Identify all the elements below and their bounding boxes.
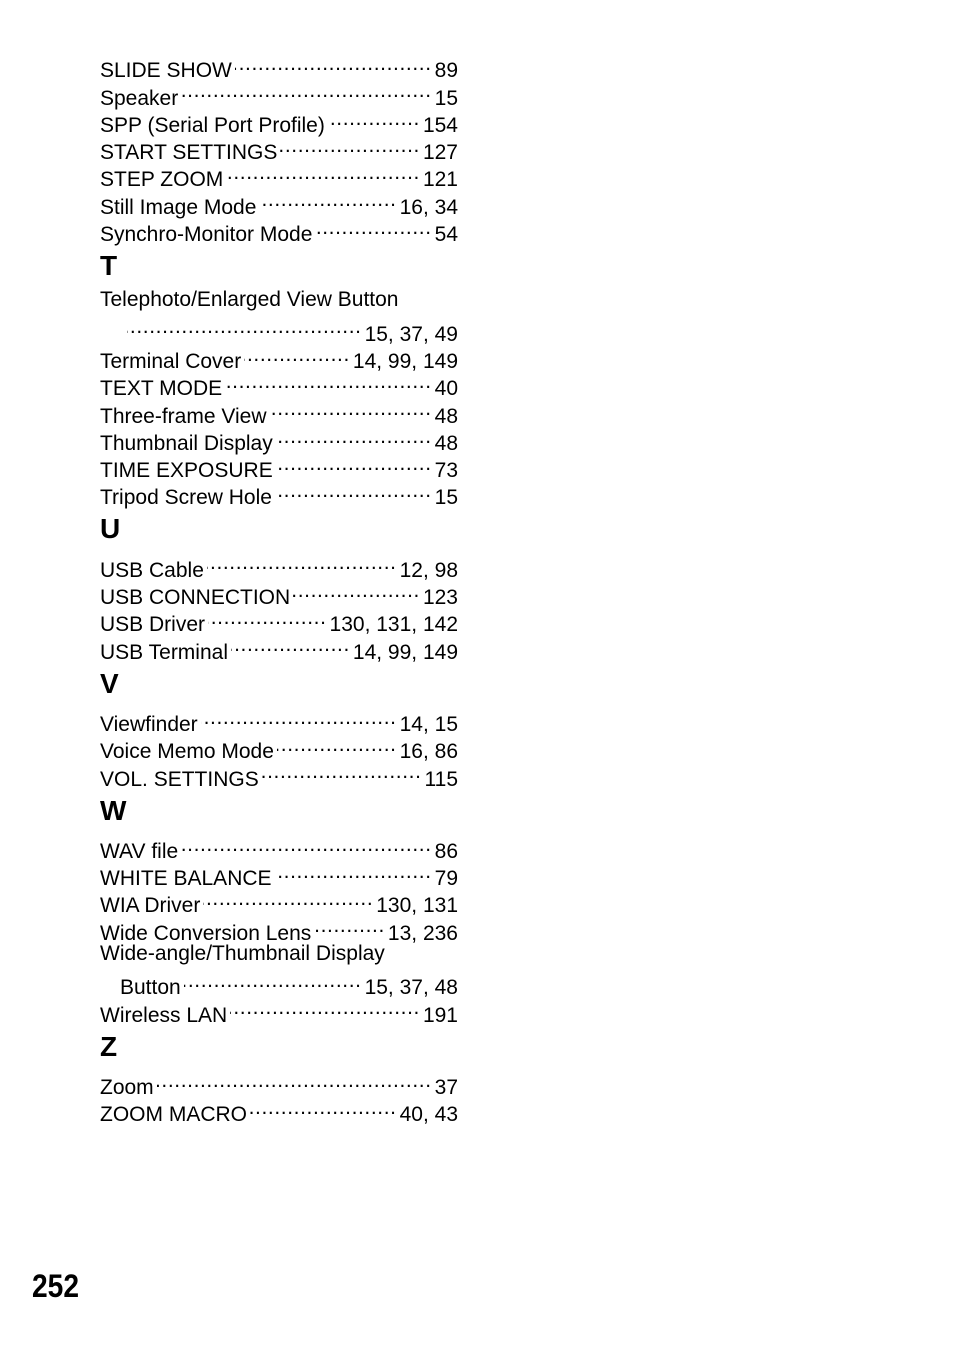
dot-leader xyxy=(276,450,432,477)
index-term: WAV file xyxy=(100,839,179,863)
index-pages: 14, 99, 149 xyxy=(352,640,458,664)
index-section-t xyxy=(100,250,458,510)
index-pages: 54 xyxy=(434,223,458,247)
index-term: Wide-angle/Thumbnail Display xyxy=(100,941,385,965)
dot-leader xyxy=(181,77,431,104)
index-term: VOL. SETTINGS xyxy=(100,767,259,791)
index-term: Still Image Mode xyxy=(100,195,257,219)
dot-leader xyxy=(244,341,350,368)
dot-leader xyxy=(270,395,432,422)
index-pages: 191 xyxy=(422,1003,458,1027)
index-entry xyxy=(100,50,458,83)
index-pages: 115 xyxy=(424,767,458,791)
dot-leader xyxy=(314,912,385,939)
dot-leader xyxy=(208,604,327,631)
index-term: START SETTINGS xyxy=(100,141,278,165)
index-pages: 121 xyxy=(422,168,458,192)
dot-leader xyxy=(250,1094,397,1121)
index-term: Telephoto/Enlarged View Button xyxy=(100,288,399,312)
index-pages: 48 xyxy=(434,431,458,455)
dot-leader xyxy=(225,368,432,395)
index-pages: 79 xyxy=(434,867,458,891)
index-pages: 16, 86 xyxy=(399,740,458,764)
index-pages: 40, 43 xyxy=(399,1103,458,1127)
index-entry xyxy=(100,1094,458,1127)
dot-leader xyxy=(275,477,432,504)
index-term: STEP ZOOM xyxy=(100,168,224,192)
index-term: Synchro-Monitor Mode xyxy=(100,223,313,247)
dot-leader xyxy=(275,858,432,885)
page-number: 252 xyxy=(32,1268,79,1304)
index-pages: 15, 37, 48 xyxy=(364,976,458,1000)
dot-leader xyxy=(277,731,397,758)
index-pages: 48 xyxy=(434,404,458,428)
dot-leader xyxy=(203,885,373,912)
index-term: SLIDE SHOW xyxy=(100,59,232,83)
dot-leader xyxy=(328,105,420,132)
index-section-v xyxy=(100,667,458,791)
dot-leader xyxy=(231,631,350,658)
index-section-w xyxy=(100,794,458,1027)
index-term: Tripod Screw Hole xyxy=(100,486,272,510)
index-term: Wireless LAN xyxy=(100,1003,228,1027)
index-entry xyxy=(100,704,458,736)
index-pages: 14, 15 xyxy=(399,712,458,736)
index-entry-continuation xyxy=(100,967,458,1000)
index-pages: 13, 236 xyxy=(387,921,458,945)
index-term: Viewfinder xyxy=(100,712,198,736)
index-term: SPP (Serial Port Profile) xyxy=(100,113,325,137)
index-pages: 15 xyxy=(434,486,458,510)
index-pages: 127 xyxy=(422,141,458,165)
index-entry xyxy=(100,1067,458,1099)
index-entry xyxy=(100,286,458,313)
section-letter: Z xyxy=(100,1030,118,1062)
index-pages: 16, 34 xyxy=(399,195,458,219)
index-term: Thumbnail Display xyxy=(100,431,273,455)
index-pages: 37 xyxy=(434,1075,458,1099)
index-pages: 130, 131 xyxy=(376,894,458,918)
dot-leader xyxy=(226,159,420,186)
index-section-s xyxy=(100,50,458,247)
dot-leader xyxy=(262,758,422,785)
dot-leader xyxy=(293,577,420,604)
index-pages: 130, 131, 142 xyxy=(329,613,458,637)
dot-leader xyxy=(230,994,420,1021)
index-column xyxy=(100,50,458,1127)
index-term: USB Cable xyxy=(100,558,204,582)
index-term: ZOOM MACRO xyxy=(100,1103,247,1127)
dot-leader xyxy=(315,214,431,241)
index-term: WHITE BALANCE xyxy=(100,867,272,891)
index-section-z xyxy=(100,1030,458,1127)
index-term: Zoom xyxy=(100,1075,154,1099)
index-term: Three-frame View xyxy=(100,404,267,428)
index-term: USB Driver xyxy=(100,613,206,637)
index-pages: 123 xyxy=(422,586,458,610)
index-pages: 154 xyxy=(422,113,458,137)
index-term: USB Terminal xyxy=(100,640,228,664)
index-term: USB CONNECTION xyxy=(100,586,291,610)
dot-leader xyxy=(127,313,362,340)
dot-leader xyxy=(181,831,431,858)
dot-leader xyxy=(201,704,397,731)
index-pages: 14, 99, 149 xyxy=(352,349,458,373)
index-term: Button xyxy=(120,976,181,1000)
dot-leader xyxy=(184,967,362,994)
dot-leader xyxy=(207,549,397,576)
index-term: Speaker xyxy=(100,86,179,110)
index-term: WIA Driver xyxy=(100,894,201,918)
index-term: TEXT MODE xyxy=(100,377,223,401)
index-section-u xyxy=(100,513,458,664)
index-pages: 86 xyxy=(434,839,458,863)
index-entry xyxy=(100,549,458,582)
index-pages: 15, 37, 49 xyxy=(364,322,458,346)
index-pages: 12, 98 xyxy=(399,558,458,582)
index-pages: 73 xyxy=(434,459,458,483)
index-term: Wide Conversion Lens xyxy=(100,921,312,945)
section-letter: T xyxy=(100,250,118,282)
dot-leader xyxy=(259,186,396,213)
dot-leader xyxy=(280,132,420,159)
index-term: Voice Memo Mode xyxy=(100,740,274,764)
index-entry xyxy=(100,831,458,863)
index-term: TIME EXPOSURE xyxy=(100,459,273,483)
dot-leader xyxy=(276,423,432,450)
index-pages: 40 xyxy=(434,377,458,401)
index-entry-continuation xyxy=(100,313,458,346)
dot-leader xyxy=(157,1067,432,1094)
dot-leader xyxy=(235,50,432,77)
section-letter: W xyxy=(100,794,127,826)
index-term: Terminal Cover xyxy=(100,349,242,373)
index-pages: 15 xyxy=(434,86,458,110)
section-letter: V xyxy=(100,667,119,699)
index-pages: 89 xyxy=(434,59,458,83)
section-letter: U xyxy=(100,513,121,545)
